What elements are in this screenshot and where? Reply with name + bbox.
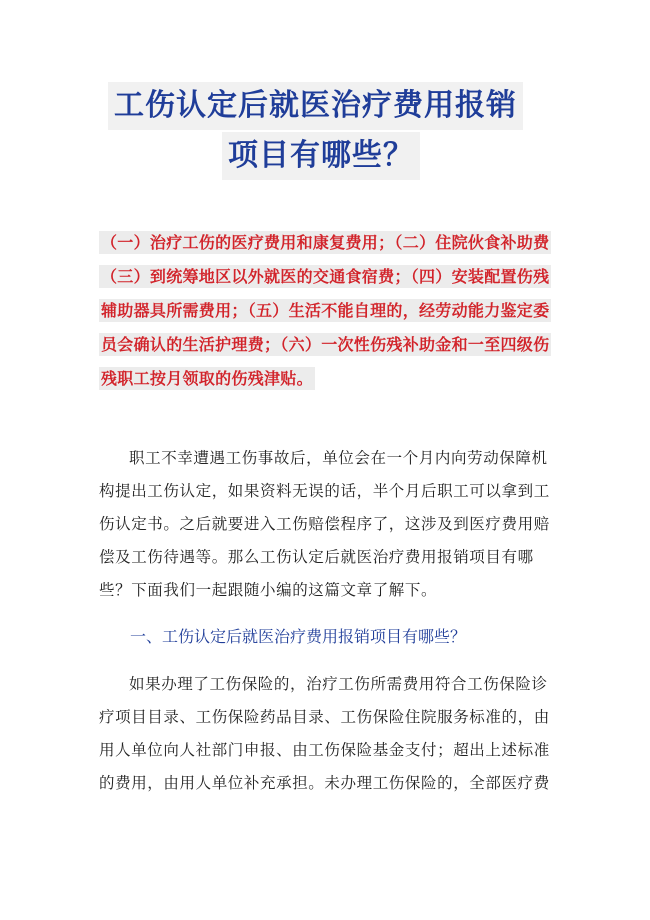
paragraph-line: 如果办理了工伤保险的，治疗工伤所需费用符合工伤保险诊: [129, 675, 548, 693]
summary-line-text: （三）到统筹地区以外就医的交通食宿费；（四）安装配置伤残: [101, 267, 550, 286]
section-heading: 一、工伤认定后就医治疗费用报销项目有哪些？: [130, 627, 467, 646]
paragraph-line: 些？下面我们一起跟随小编的这篇文章了解下。: [99, 581, 438, 599]
paragraph-line: 偿及工伤待遇等。那么工伤认定后就医治疗费用报销项目有哪: [99, 548, 534, 566]
body-paragraph: [99, 668, 559, 800]
paragraph-line: 用人单位向人社部门申报、由工伤保险基金支付；超出上述标准: [99, 741, 550, 759]
summary-line: [99, 364, 559, 394]
summary-line: [99, 228, 559, 258]
intro-paragraph: [99, 442, 559, 607]
document-title-line-1: 工伤认定后就医治疗费用报销: [108, 82, 523, 130]
summary-line: [99, 330, 559, 360]
paragraph-line: 的费用，由用人单位补充承担。未办理工伤保险的，全部医疗费: [99, 774, 550, 792]
paragraph-line: 疗项目目录、工伤保险药品目录、工伤保险住院服务标准的，由: [99, 708, 550, 726]
summary-block: [99, 228, 559, 398]
document-title-line-2: 项目有哪些？: [222, 132, 420, 180]
paragraph-line: 伤认定书。之后就要进入工伤赔偿程序了，这涉及到医疗费用赔: [99, 515, 550, 533]
summary-line-text: （一）治疗工伤的医疗费用和康复费用；（二）住院伙食补助费: [101, 233, 550, 252]
paragraph-line: 职工不幸遭遇工伤事故后，单位会在一个月内向劳动保障机: [129, 449, 548, 467]
summary-line: [99, 262, 559, 292]
summary-line: [99, 296, 559, 326]
paragraph-line: 构提出工伤认定，如果资料无误的话，半个月后职工可以拿到工: [99, 482, 550, 500]
summary-line-text: 残职工按月领取的伤残津贴。: [101, 369, 313, 388]
summary-line-text: 员会确认的生活护理费；（六）一次性伤残补助金和一至四级伤: [101, 335, 550, 354]
summary-line-text: 辅助器具所需费用；（五）生活不能自理的，经劳动能力鉴定委: [101, 301, 550, 320]
